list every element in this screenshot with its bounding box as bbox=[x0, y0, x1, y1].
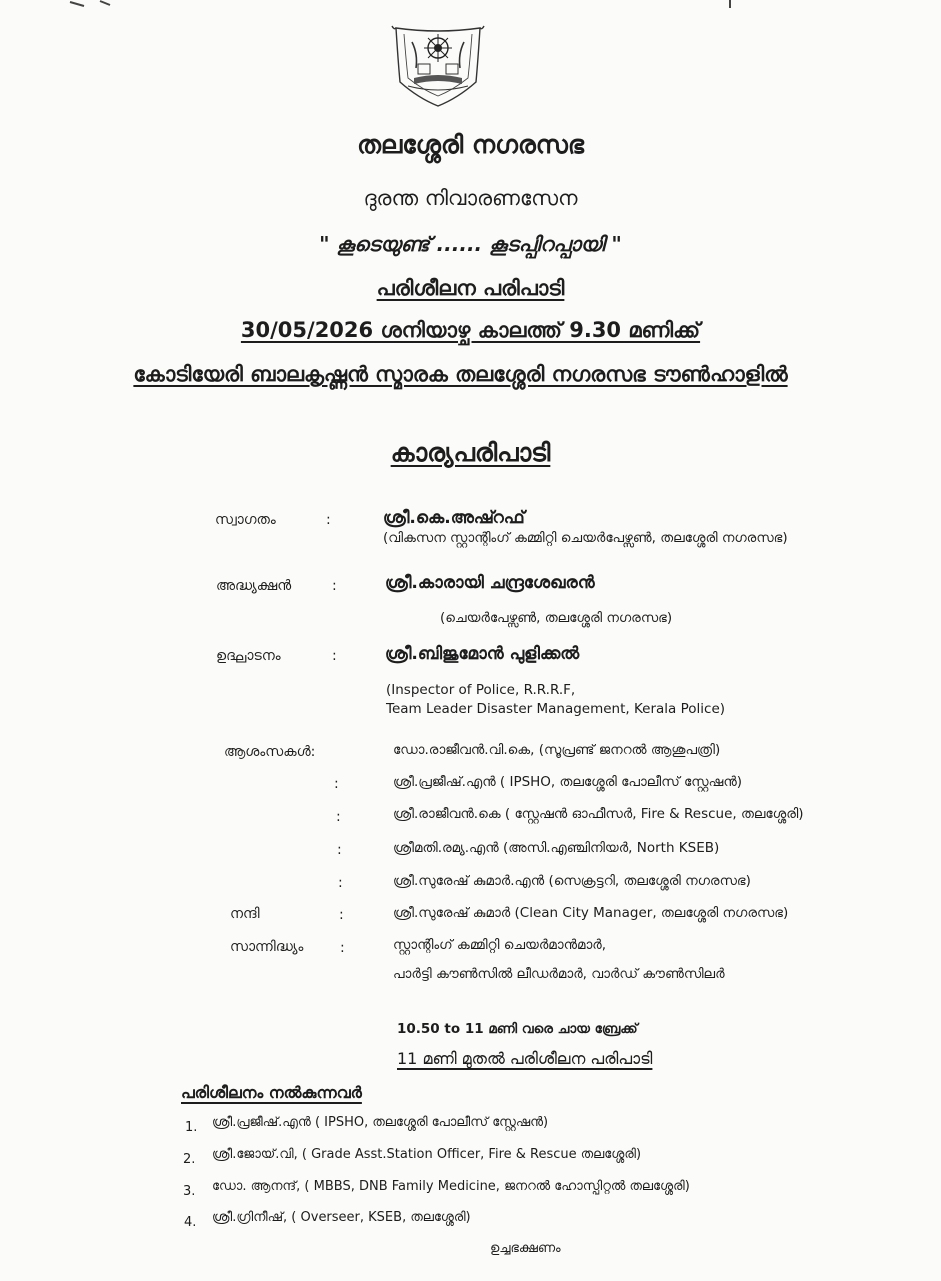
agenda-label-inauguration: ഉദ്ഘാടനം bbox=[216, 648, 281, 664]
agenda-title: കാര്യപരിപാടി bbox=[390, 438, 551, 467]
welcome-speaker-role: (വികസന സ്റ്റാന്റിംഗ് കമ്മിറ്റി ചെയർപേഴ്സൺ, തലശ്ശേരി നഗരസഭ) bbox=[383, 530, 788, 546]
agenda-colon: : bbox=[340, 940, 345, 956]
event-datetime: 30/05/2026 ശനിയാഴ്ച കാലത്ത് 9.30 മണിക്ക് bbox=[240, 318, 701, 342]
agenda-colon: : bbox=[326, 512, 331, 528]
agenda-colon: : bbox=[336, 809, 341, 825]
felicitation-item: ശ്രീമതി.രമ്യ.എൻ (അസി.എഞ്ചിനിയർ, North KSEB) bbox=[393, 840, 720, 856]
welcome-speaker-name: ശ്രീ.കെ.അഷ്റഫ് bbox=[383, 508, 525, 528]
training-start-note: 11 മണി മുതൽ പരിശീലന പരിപാടി bbox=[397, 1049, 653, 1068]
trainer-number: 2. bbox=[183, 1152, 196, 1167]
event-venue: കോടിയേരി ബാലകൃഷ്ണൻ സ്മാരക തലശ്ശേരി നഗരസഭ ടൗൺഹാളിൽ bbox=[133, 362, 788, 386]
president-name: ശ്രീ.കാരായി ചന്ദ്രശേഖരൻ bbox=[385, 573, 595, 593]
trainer-item: ശ്രീ.ഗ്രിനീഷ്, ( Overseer, KSEB, തലശ്ശേരി) bbox=[212, 1210, 471, 1225]
trainer-item: ശ്രീ.ജോയ്.വി, ( Grade Asst.Station Officer, Fire & Rescue തലശ്ശേരി) bbox=[212, 1147, 642, 1162]
municipality-title: തലശ്ശേരി നഗരസഭ bbox=[357, 130, 584, 159]
presence-line1: സ്റ്റാന്റിംഗ് കമ്മിറ്റി ചെയർമാൻമാർ, bbox=[393, 937, 607, 953]
trainer-number: 1. bbox=[185, 1120, 198, 1135]
unit-name: ദുരന്ത നിവാരണസേന bbox=[363, 186, 578, 210]
agenda-colon: : bbox=[338, 875, 343, 891]
lunch-note: ഉച്ചഭക്ഷണം bbox=[490, 1241, 561, 1256]
inaugurator-role-line2: Team Leader Disaster Management, Kerala Police) bbox=[386, 701, 726, 717]
agenda-label-welcome: സ്വാഗതം bbox=[215, 512, 276, 528]
agenda-label-felicitations: ആശംസകൾ: bbox=[224, 744, 316, 760]
felicitation-item: ശ്രീ.രാജീവൻ.കെ ( സ്റ്റേഷൻ ഓഫീസർ, Fire & Rescue, തലശ്ശേരി) bbox=[393, 806, 804, 822]
trainer-number: 4. bbox=[184, 1215, 197, 1230]
agenda-colon: : bbox=[334, 776, 339, 792]
agenda-colon: : bbox=[339, 907, 344, 923]
agenda-colon: : bbox=[332, 648, 337, 664]
felicitation-item: ഡോ.രാജീവൻ.വി.കെ, (സൂപ്രണ്ട് ജനറൽ ആശുപത്രി) bbox=[393, 742, 721, 758]
felicitation-item: ശ്രീ.സുരേഷ് കുമാർ.എൻ (സെക്രട്ടറി, തലശ്ശേരി നഗരസഭ) bbox=[393, 873, 751, 889]
municipality-emblem-icon bbox=[388, 20, 488, 112]
inaugurator-role-line1: (Inspector of Police, R.R.R.F, bbox=[386, 682, 576, 698]
trainer-item: ശ്രീ.പ്രജീഷ്.എൻ ( IPSHO, തലശ്ശേരി പോലീസ് സ്റ്റേഷൻ) bbox=[212, 1115, 549, 1130]
agenda-colon: : bbox=[332, 578, 337, 594]
presence-line2: പാർട്ടി കൗൺസിൽ ലീഡർമാർ, വാർഡ് കൗൺസിലർ bbox=[393, 966, 725, 982]
agenda-label-presence: സാന്നിദ്ധ്യം bbox=[230, 939, 304, 955]
agenda-colon: : bbox=[337, 842, 342, 858]
slogan: " കൂടെയുണ്ട് ...... കൂടപ്പിറപ്പായി " bbox=[319, 232, 622, 256]
agenda-label-presidency: അദ്ധ്യക്ഷൻ bbox=[216, 578, 292, 594]
trainer-number: 3. bbox=[183, 1184, 196, 1199]
trainer-item: ഡോ. ആനന്ദ്, ( MBBS, DNB Family Medicine, ജനറൽ ഹോസ്പിറ്റൽ തലശ്ശേരി) bbox=[212, 1179, 690, 1194]
tea-break-note: 10.50 to 11 മണി വരെ ചായ ബ്രേക്ക് bbox=[397, 1021, 638, 1037]
trainers-title: പരിശീലനം നൽകുന്നവർ bbox=[181, 1083, 362, 1102]
agenda-label-thanks: നന്ദി bbox=[230, 906, 260, 922]
president-role: (ചെയർപേഴ്സൺ, തലശ്ശേരി നഗരസഭ) bbox=[440, 610, 673, 626]
felicitation-item: ശ്രീ.പ്രജീഷ്.എൻ ( IPSHO, തലശ്ശേരി പോലീസ് സ്റ്റേഷൻ) bbox=[393, 774, 743, 790]
inaugurator-name: ശ്രീ.ബിജുമോൻ പുളിക്കൽ bbox=[385, 644, 580, 664]
thanks-speaker: ശ്രീ.സുരേഷ് കുമാർ (Clean City Manager, തലശ്ശേരി നഗരസഭ) bbox=[393, 905, 789, 921]
programme-title: പരിശീലന പരിപാടി bbox=[376, 276, 565, 300]
scan-edge-mark bbox=[40, 0, 740, 8]
